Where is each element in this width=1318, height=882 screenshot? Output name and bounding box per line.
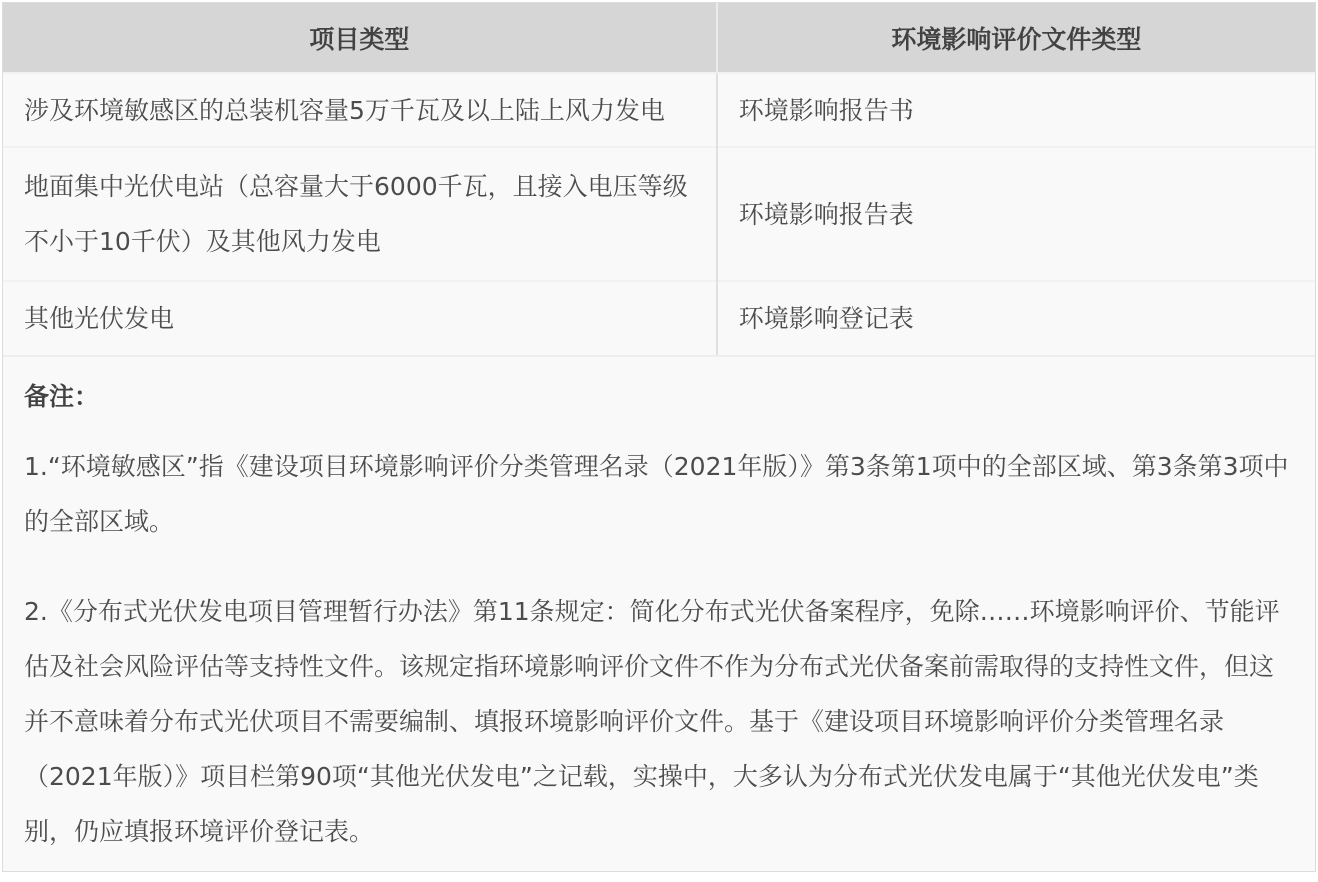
doc-type-cell: 环境影响报告书: [717, 73, 1315, 147]
table-header-row: [3, 3, 1315, 73]
project-type-cell: 其他光伏发电: [3, 281, 717, 355]
note-item-1: 1.“环境敏感区”指《建设项目环境影响评价分类管理名录（2021年版）》第3条第1项中的全部区域、第3条第3项中的全部区域。: [24, 452, 1289, 536]
project-type-cell: 地面集中光伏电站（总容量大于6000千瓦，且接入电压等级不小于10千伏）及其他风力发电: [3, 147, 717, 281]
table-row: [3, 281, 1315, 355]
notes-label: 备注：: [24, 382, 100, 411]
table-row: [3, 73, 1315, 147]
table-row: [3, 147, 1315, 281]
note-item-2: 2.《分布式光伏发电项目管理暂行办法》第11条规定：简化分布式光伏备案程序，免除……环境影响评价、节能评估及社会风险评估等支持性文件。该规定指环境影响评价文件不作为分布式光伏备案前需取得的支持性文件，但这并不意味着分布式光伏项目不需要编制、填报环境影响评价文件。基于《建设项目环境影响评价分类管理名录（2021年版）》项目栏第90项“其他光伏发电”之记载，实操中，大多认为分布式光伏发电属于“其他光伏发电”类别，仍应填报环境评价登记表。: [24, 597, 1280, 846]
column-header-doc-type: 环境影响评价文件类型: [717, 3, 1315, 73]
doc-type-cell: 环境影响报告表: [717, 147, 1315, 281]
eia-doc-type-table: [3, 3, 1315, 355]
project-type-cell: 涉及环境敏感区的总装机容量5万千瓦及以上陆上风力发电: [3, 73, 717, 147]
doc-type-cell: 环境影响登记表: [717, 281, 1315, 355]
column-header-project-type: 项目类型: [3, 3, 717, 73]
document-page: [2, 2, 1316, 872]
notes-section: [3, 355, 1315, 871]
